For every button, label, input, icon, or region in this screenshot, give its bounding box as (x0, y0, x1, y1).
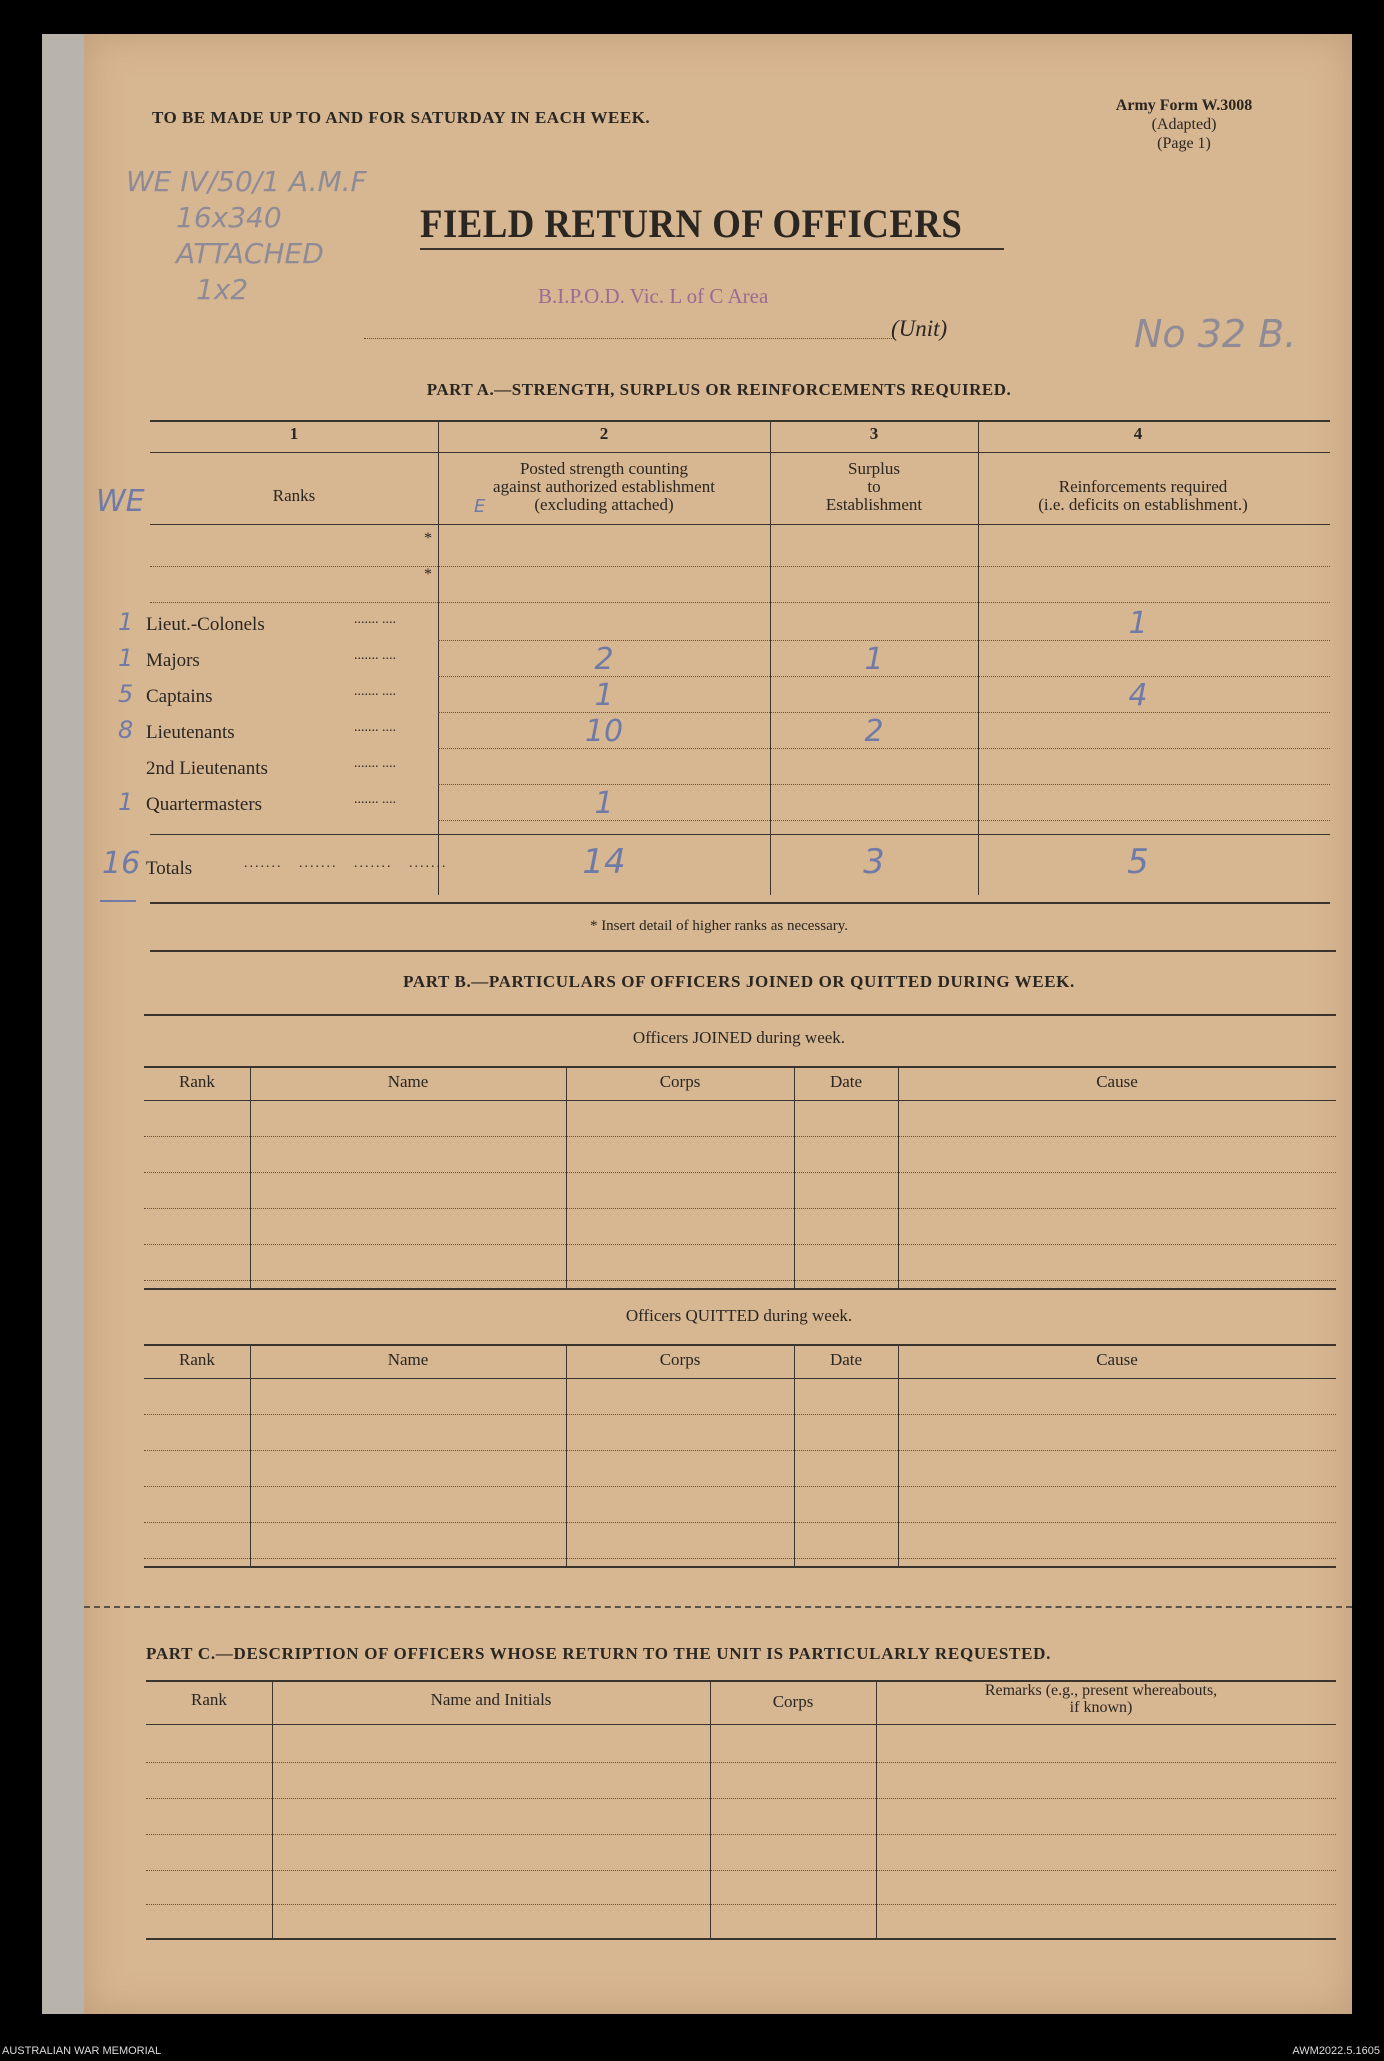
rank-we-value: 1 (118, 608, 134, 636)
unit-stamp: B.I.P.O.D. Vic. L of C Area (538, 284, 769, 308)
quitted-row-rule (144, 1486, 1336, 1487)
rank-we-value: 1 (118, 788, 134, 816)
row-rule (438, 748, 1330, 749)
posted-header: Posted strength counting against authorized establishment (excluding attached) (493, 459, 715, 514)
rank-label: Majors (146, 650, 200, 671)
part-c-row-rule (146, 1904, 1336, 1905)
rank-posted-value: 10 (584, 714, 624, 749)
footer-accession: AWM2022.5.1605 (1292, 2045, 1380, 2057)
rank-posted-value: 1 (594, 786, 614, 821)
part-b-top-rule (144, 1014, 1336, 1016)
header-rule (150, 524, 1330, 525)
rank-leader: ....... .... (354, 612, 396, 627)
rank-reinforcements-value: 4 (1128, 678, 1148, 713)
quitted-row-rule (144, 1414, 1336, 1415)
quitted-row-rule (144, 1558, 1336, 1559)
totals-leader: ....... ....... ....... ....... (244, 856, 448, 871)
form-adapted: (Adapted) (1151, 116, 1217, 133)
joined-row-rule (144, 1136, 1336, 1137)
unit-label: (Unit) (891, 316, 948, 341)
scan-edge (42, 34, 88, 2014)
part-c-col-divider (710, 1680, 711, 1938)
asterisk-2: * (424, 566, 432, 583)
quitted-header-rank: Rank (179, 1350, 215, 1369)
ranks-header: Ranks (272, 486, 316, 505)
joined-header-cause: Cause (1096, 1072, 1138, 1091)
rank-label: Captains (146, 686, 213, 707)
joined-top-rule (144, 1066, 1336, 1068)
row-rule (438, 784, 1330, 785)
part-c-heading: PART C.—DESCRIPTION OF OFFICERS WHOSE RETURN TO THE UNIT IS PARTICULARLY REQUESTED. (146, 1644, 1052, 1663)
rank-label: Lieut.-Colonels (146, 614, 265, 635)
part-c-name-header: Name and Initials (430, 1690, 552, 1709)
quitted-header-cause: Cause (1096, 1350, 1138, 1369)
totals-we-underline (100, 900, 136, 902)
part-a-separator (150, 950, 1336, 952)
totals-we-value: 16 (102, 846, 141, 881)
part-a-heading: PART A.—STRENGTH, SURPLUS OR REINFORCEMENTS REQUIRED. (426, 380, 1012, 399)
rank-label: 2nd Lieutenants (146, 758, 268, 779)
part-c-bottom-rule (146, 1938, 1336, 1940)
surplus-header: Surplus to Establishment (825, 459, 923, 514)
part-c-row-rule (146, 1870, 1336, 1871)
title-underline (420, 248, 1004, 250)
handwritten-number: No 32 B. (1134, 312, 1297, 356)
rank-we-value: 1 (118, 644, 134, 672)
quitted-bottom-rule (144, 1566, 1336, 1568)
part-b-heading: PART B.—PARTICULARS OF OFFICERS JOINED OR QUITTED DURING WEEK. (403, 972, 1075, 991)
col-number-1: 1 (289, 424, 299, 443)
rank-reinforcements-value: 1 (1128, 606, 1148, 641)
rank-surplus-value: 2 (864, 714, 884, 749)
totals-surplus: 3 (863, 842, 885, 882)
quitted-header-rule (144, 1378, 1336, 1379)
part-a-top-rule (150, 420, 1330, 422)
totals-posted: 14 (582, 842, 626, 882)
quitted-row-rule (144, 1450, 1336, 1451)
rank-we-value: 5 (118, 680, 134, 708)
form-page-number: (Page 1) (1157, 135, 1211, 152)
row-rule (150, 566, 1330, 567)
we-column-mark: WE (96, 484, 145, 519)
rank-label: Quartermasters (146, 794, 263, 815)
asterisk-1: * (424, 530, 432, 547)
part-c-row-rule (146, 1762, 1336, 1763)
joined-header-rank: Rank (179, 1072, 215, 1091)
joined-header-corps: Corps (659, 1072, 701, 1091)
rank-leader: ....... .... (354, 720, 396, 735)
row-rule (438, 712, 1330, 713)
part-c-col-divider (272, 1680, 273, 1938)
form-number: Army Form W.3008 (1115, 97, 1253, 114)
rank-posted-value: 1 (594, 678, 614, 713)
rank-posted-value: 2 (594, 642, 614, 677)
row-rule (150, 602, 1330, 603)
quitted-row-rule (144, 1522, 1336, 1523)
handwritten-note-we: WE IV/50/1 A.M.F 16x340 ATTACHED 1x2 (126, 165, 367, 306)
totals-label: Totals (146, 858, 193, 879)
rank-leader: ....... .... (354, 648, 396, 663)
totals-top-rule (150, 834, 1330, 835)
footer-archive: AUSTRALIAN WAR MEMORIAL (2, 2045, 162, 2057)
part-a-bottom-rule (150, 902, 1330, 904)
quitted-header-name: Name (387, 1350, 429, 1369)
part-c-rank-header: Rank (191, 1690, 227, 1709)
quitted-top-rule (144, 1344, 1336, 1346)
row-rule (438, 676, 1330, 677)
rank-leader: ....... .... (354, 756, 396, 771)
totals-reinforcements: 5 (1127, 842, 1149, 882)
joined-bottom-rule (144, 1288, 1336, 1290)
part-a-footnote: * Insert detail of higher ranks as necessary. (589, 918, 849, 934)
part-c-col-divider (876, 1680, 877, 1938)
quitted-header-date: Date (829, 1350, 863, 1369)
rank-label: Lieutenants (146, 722, 235, 743)
reinforcements-header: Reinforcements required (i.e. deficits on establishment.) (1038, 477, 1248, 514)
col-number-rule (150, 452, 1330, 453)
joined-row-rule (144, 1208, 1336, 1209)
rank-leader: ....... .... (354, 684, 396, 699)
joined-header-date: Date (829, 1072, 863, 1091)
handwritten-e: E (474, 496, 486, 517)
joined-header-name: Name (387, 1072, 429, 1091)
joined-header-rule (144, 1100, 1336, 1101)
header-instruction: TO BE MADE UP TO AND FOR SATURDAY IN EACH WEEK. (152, 108, 651, 127)
perforation-line (84, 1606, 1352, 1608)
joined-row-rule (144, 1280, 1336, 1281)
part-c-header-rule (146, 1724, 1336, 1725)
rank-we-value: 8 (118, 716, 134, 744)
joined-title: Officers JOINED during week. (632, 1028, 846, 1047)
rank-surplus-value: 1 (864, 642, 884, 677)
col-number-3: 3 (869, 424, 879, 443)
row-rule (438, 820, 1330, 821)
quitted-header-corps: Corps (659, 1350, 701, 1369)
form-page (84, 34, 1352, 2014)
col-number-4: 4 (1133, 424, 1143, 443)
joined-row-rule (144, 1172, 1336, 1173)
row-rule (438, 640, 1330, 641)
quitted-title: Officers QUITTED during week. (625, 1306, 853, 1325)
page-title: FIELD RETURN OF OFFICERS (420, 201, 963, 246)
col-number-2: 2 (599, 424, 609, 443)
unit-line (364, 338, 894, 339)
part-c-corps-header: Corps (772, 1692, 814, 1711)
part-c-row-rule (146, 1834, 1336, 1835)
part-c-remarks-header: Remarks (e.g., present whereabouts, if known) (984, 1682, 1218, 1716)
joined-row-rule (144, 1244, 1336, 1245)
form-number-block (1074, 96, 1294, 153)
rank-leader: ....... .... (354, 792, 396, 807)
part-c-row-rule (146, 1798, 1336, 1799)
